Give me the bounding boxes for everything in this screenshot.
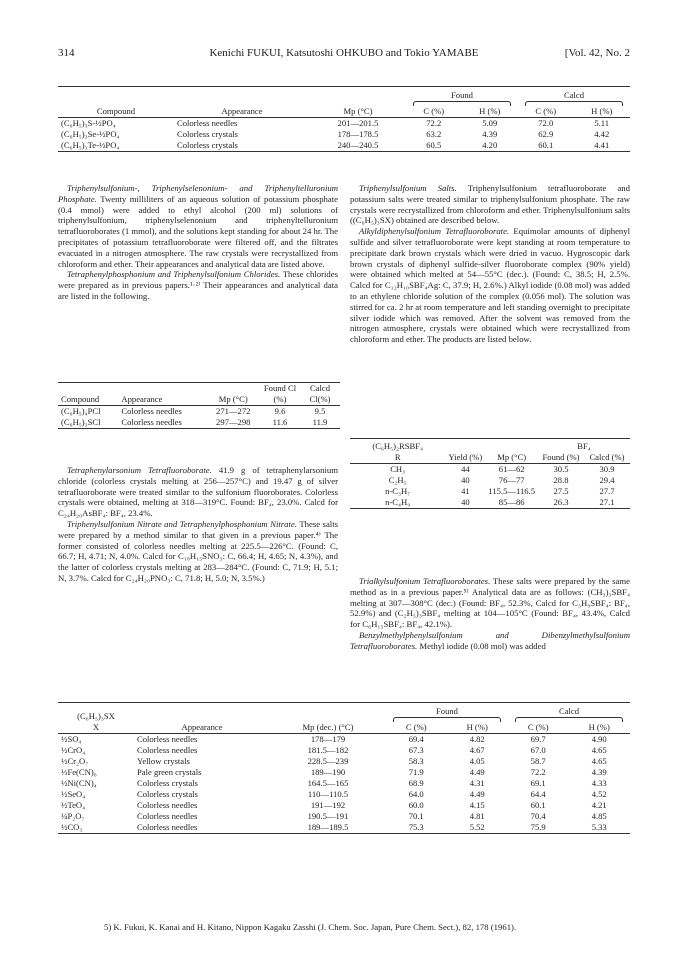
table-row xyxy=(350,497,630,509)
table-cell: ½CO₃ xyxy=(61,822,83,832)
table-cell: 70.1 xyxy=(408,811,424,821)
table-cell: 27.1 xyxy=(599,497,615,507)
table-cell: 4.39 xyxy=(591,767,607,777)
table-cell: Colorless crystals xyxy=(177,140,238,150)
table-header: Calcd xyxy=(563,90,585,100)
table-header: Mp (dec.) (°C) xyxy=(302,722,354,732)
section-heading: Tetraphenylarsonium Tetrafluoroborate. xyxy=(67,465,212,475)
table-cell: ¼P₂O₇ xyxy=(61,811,85,821)
table-cell: ½SeO₄ xyxy=(61,789,86,799)
table-cell: 69.1 xyxy=(530,778,546,788)
table-cell: 30.5 xyxy=(553,464,569,474)
table-cell: 64.4 xyxy=(530,789,546,799)
table-header: Found Cl (%) xyxy=(263,383,297,404)
table-header: H (%) xyxy=(466,722,488,732)
table-header: C (%) xyxy=(423,106,445,116)
table-header: Appearance xyxy=(221,106,263,116)
table-cell: 40 xyxy=(461,475,470,485)
table-row xyxy=(58,789,630,800)
paragraph-text: 41.9 g of tetraphenylarsonium chloride (colorless crystals melting at 256—257°C) and 19.47 g of silver tetrafluoroborate were treated similar to the sulfonium fluoroborates. Colorless crystals were obtained, melting at 318—319°C. Found: BF₄, 23.0%. Calcd for C₂₄H₂₀AsBF₄: BF₄, 23.4%. xyxy=(58,465,338,519)
table-cell: 4.65 xyxy=(591,745,607,755)
table-cell: 4.20 xyxy=(482,140,498,150)
table-cell: 191—192 xyxy=(310,800,346,810)
table-row xyxy=(58,778,630,789)
table-cell: 4.65 xyxy=(591,756,607,766)
table-cell: 4.49 xyxy=(469,789,485,799)
table-cell: 61—62 xyxy=(498,464,525,474)
table-cell: 72.0 xyxy=(538,118,554,128)
table-cell: 62.9 xyxy=(538,129,554,139)
table-row xyxy=(58,406,340,418)
table-cell: n-C₄H₉ xyxy=(385,497,411,507)
table-row xyxy=(58,811,630,822)
table-cell: (C₆H₅)₃S-½PO₄ xyxy=(61,118,116,128)
table-cell: 41 xyxy=(461,486,470,496)
table-cell: 69.4 xyxy=(408,734,424,744)
left-column xyxy=(58,183,338,302)
table-header: Mp (°C) xyxy=(218,394,248,404)
table-cell: 72.2 xyxy=(530,767,546,777)
table-header: (C₆H₅)₃SX xyxy=(77,711,115,721)
table-cell: 271—272 xyxy=(216,406,251,416)
table-cell: Colorless needles xyxy=(177,118,238,128)
table-cell: 228.5—239 xyxy=(307,756,349,766)
table-cell: (C₆H₅)₃Se-½PO₄ xyxy=(61,129,120,139)
left-column-lower xyxy=(58,465,338,584)
table-cell: Pale green crystals xyxy=(137,767,202,777)
table-header: C (%) xyxy=(535,106,557,116)
paragraph-text: Triphenylsulfonium tetrafluoroborate and potassium salts were treated similar to triphenylsulfonium phosphate. The raw crystals were recrystallized from chloroform and ether. Triphenylsulfonium salts ((C₆H₅)₃SX) obtained are described below. xyxy=(350,183,630,226)
table-cell: 4.42 xyxy=(594,129,610,139)
table-cell: 4.85 xyxy=(591,811,607,821)
table-header: Found (%) xyxy=(542,452,580,462)
paragraph-text: Methyl iodide (0.08 mol) was added xyxy=(419,640,546,651)
table-header: X xyxy=(92,722,100,732)
table-cell: 4.31 xyxy=(469,778,485,788)
table-cell: Colorless needles xyxy=(137,734,198,744)
table-cell: 85—86 xyxy=(498,497,525,507)
table-cell: 164.5—165 xyxy=(307,778,349,788)
table-cell: 4.81 xyxy=(469,811,485,821)
table-header: Calcd Cl(%) xyxy=(309,383,331,404)
table-cell: 4.39 xyxy=(482,129,498,139)
table-cell: 4.05 xyxy=(469,756,485,766)
table-cell: 58.3 xyxy=(408,756,424,766)
table-cell: 297—298 xyxy=(216,417,251,427)
table-cell: 4.21 xyxy=(591,800,607,810)
section-heading: Alkyldiphenylsulfonium Tetrafluoroborate. xyxy=(359,226,510,237)
table-cell: 4.33 xyxy=(591,778,607,788)
table-header: H (%) xyxy=(591,106,613,116)
table-cell: Colorless crystals xyxy=(137,789,198,799)
table-cell: 68.9 xyxy=(408,778,424,788)
table-row xyxy=(58,140,630,152)
running-header xyxy=(58,47,630,61)
table-header: H (%) xyxy=(479,106,501,116)
table-row xyxy=(58,118,630,130)
paragraph-text: These salts were prepared by a method similar to that given in a previous paper.⁴⁾ The former consisted of colorless needles melting at 225.5—226°C. (Found: C, 66.7; H, 4.71; N, 4.0%. Calcd for C₁₈H₁₅SNO₃: C, 66.4; H, 4.65; N, 4.3%), and the latter of colorless crystals melting at 283—284°C. (Found: C, 71.9; H, 5.1; N, 3.7%. Calcd for C₂₄H₂₀PNO₃: C, 71.8; H, 5.0; N, 3.5%.) xyxy=(58,518,339,583)
table-header: Compound xyxy=(96,106,136,116)
table-cell: 64.0 xyxy=(408,789,424,799)
table-header: Appearance xyxy=(121,394,163,404)
table-cell: 11.6 xyxy=(272,417,288,427)
table-header: H (%) xyxy=(588,722,610,732)
table-cell: 5.52 xyxy=(469,822,485,832)
section-heading: Triphenylsulfonium-, Triphenylselenonium- and Triphenyltelluronium Phosphate. xyxy=(58,183,338,204)
table-cell: 63.2 xyxy=(426,129,442,139)
paragraph-text: These salts were prepared by the same method as in a previous paper.⁵⁾ Analytical data are as follows: (CH₃)₃SBF₄ melting at 307—308°C (dec.) (Found: BF₄, 52.3%, Calcd for C₃H₉SBF₄: BF₄, 52.9%) and (C₂H₅)₃SBF₄ melting at 104—105°C (Found: BF₄, 43.4%, Calcd for C₆H₁₅SBF₄: BF₄, 42.1%). xyxy=(350,576,631,630)
table-cell: 27.7 xyxy=(599,486,615,496)
table-header: Mp (°C) xyxy=(497,452,527,462)
table-cell: ⅓Fe(CN)₆ xyxy=(61,767,97,777)
table-cell: Yellow crystals xyxy=(137,756,190,766)
table-sulfonium-salts xyxy=(58,702,630,834)
right-column xyxy=(350,183,630,345)
table-cell: ½Ni(CN)₄ xyxy=(61,778,97,788)
table-cell: 27.5 xyxy=(553,486,569,496)
table-cell: Colorless needles xyxy=(137,811,198,821)
table-header: (C₆H₅)₂RSBF₄ xyxy=(372,441,424,451)
table-cell: 178—178.5 xyxy=(337,129,379,139)
table-cell: 75.3 xyxy=(408,822,424,832)
footnote: 5) K. Fukui, K. Kanai and H. Kitano, Nippon Kagaku Zasshi (J. Chem. Soc. Japan, Pure Chem. Sect.), 82, 178 (1961). xyxy=(104,922,517,932)
table-cell: Colorless needles xyxy=(137,745,198,755)
table-cell: (C₆H₅)₄PCl xyxy=(61,406,101,416)
table-cell: 5.11 xyxy=(594,118,610,128)
table-cell: 75.9 xyxy=(530,822,546,832)
page-number: 314 xyxy=(58,47,75,59)
section-heading: Triphenylsulfonium Nitrate and Tetraphenylphosphonium Nitrate. xyxy=(67,518,297,529)
table-header: Calcd xyxy=(558,706,580,716)
table-header: C (%) xyxy=(527,722,549,732)
table-cell: ½TeO₄ xyxy=(61,800,86,810)
table-cell: 4.49 xyxy=(469,767,485,777)
table-cell: 178—179 xyxy=(310,734,346,744)
table-cell: Colorless crystals xyxy=(137,778,198,788)
table-header: Calcd (%) xyxy=(589,452,625,462)
section-heading: Trialkylsulfonium Tetrafluoroborates. xyxy=(359,576,491,586)
table-header: Found xyxy=(436,706,458,716)
table-cell: 58.7 xyxy=(530,756,546,766)
table-cell: 240—240.5 xyxy=(337,140,379,150)
table-cell: (C₆H₅)₃SCl xyxy=(61,417,101,427)
table-cell: 11.9 xyxy=(312,417,328,427)
table-cell: 72.2 xyxy=(426,118,442,128)
table-cell: 29.4 xyxy=(599,475,615,485)
table-cell: 76—77 xyxy=(498,475,525,485)
table-cell: Colorless needles xyxy=(137,822,198,832)
table-cell: 4.67 xyxy=(469,745,485,755)
table-cell: 4.15 xyxy=(469,800,485,810)
table-row xyxy=(350,475,630,486)
table-cell: 67.3 xyxy=(408,745,424,755)
table-row xyxy=(58,734,630,746)
table-row xyxy=(58,756,630,767)
table-cell: 189—189.5 xyxy=(307,822,349,832)
table-cell: 5.33 xyxy=(591,822,607,832)
table-cell: 71.9 xyxy=(408,767,424,777)
table-row xyxy=(58,800,630,811)
section-heading: Benzylmethylphenylsulfonium and Dibenzylmethylsulfonium Tetrafluoroborates. xyxy=(350,629,630,651)
table-alkyldiphenyl xyxy=(350,438,630,509)
table-row xyxy=(58,767,630,778)
table-cell: 60.1 xyxy=(538,140,554,150)
table-cell: 181.5—182 xyxy=(307,745,349,755)
table-chlorides xyxy=(58,382,340,429)
table-cell: CH₃ xyxy=(390,464,406,474)
table-cell: ½SO₄ xyxy=(61,734,82,744)
paragraph-text: These chlorides were prepared as in previous papers.¹·²⁾ Their appearances and analytical data are listed in the following. xyxy=(58,269,338,301)
table-cell: 30.9 xyxy=(599,464,615,474)
section-heading: Tetraphenylphosphonium and Triphenylsulfonium Chlorides. xyxy=(67,269,281,280)
table-cell: 69.7 xyxy=(530,734,546,744)
table-cell: Colorless needles xyxy=(121,417,182,427)
table-cell: 9.5 xyxy=(314,406,326,416)
table-row xyxy=(58,417,340,429)
table-cell: 110—110.5 xyxy=(307,789,349,799)
table-cell: 115.5—116.5 xyxy=(488,486,535,496)
paragraph-text: Equimolar amounts of diphenyl sulfide and silver tetrafluoroborate were kept standing at room temperature to precipitate dark brown crystals which were dried in vacuo. Hygroscopic dark brown crystals of diphenyl sulfide-silver fluoroborate complex (90% yield) were obtained which melted at 54—55°C (dec.). (Found: C, 38.5; H, 2.5%. Calcd for C₁₂H₁₀SBF₄Ag: C, 37.9; H, 2.6%.) Alkyl iodide (0.08 mol) was added to an ethylene chloride solution of the complex (0.056 mol). The solution was stirred for ca. 2 hr at room temperature and left standing overnight to precipitate silver iodide which was removed. After the solvent was removed from the nitrogen atmosphere, crystals were obtained which were recrystallized from chloroform and ether. The products are listed below. xyxy=(350,226,631,345)
table-row xyxy=(58,745,630,756)
table-cell: 190.5—191 xyxy=(307,811,349,821)
table-cell: 201—201.5 xyxy=(337,118,379,128)
table-cell: 9.6 xyxy=(274,406,286,416)
table-header: Yield (%) xyxy=(448,452,483,462)
table-phosphates xyxy=(58,86,630,152)
table-cell: 4.52 xyxy=(591,789,607,799)
table-cell: 40 xyxy=(461,497,470,507)
table-cell: 26.3 xyxy=(553,497,569,507)
table-header: Appearance xyxy=(181,722,223,732)
table-header: C (%) xyxy=(405,722,427,732)
table-cell: ½CrO₄ xyxy=(61,745,86,755)
table-header: Compound xyxy=(61,394,100,404)
table-cell: 4.90 xyxy=(591,734,607,744)
table-cell: Colorless crystals xyxy=(177,129,238,139)
table-cell: ½Cr₂O₇ xyxy=(61,756,89,766)
table-cell: 189—190 xyxy=(310,767,346,777)
table-cell: 60.5 xyxy=(426,140,442,150)
paragraph-text: Twenty milliliters of an aqueous solution of potassium phosphate (0.4 mmol) were added to ethyl alcohol (200 ml) solutions of triphenylsulfonium, triphenylselenonium and triphenyltelluronium tetrafluoroborates (1 mmol), and the solutions kept standing for about 24 hr. The precipitates of potassium tetrafluoroborate were filtered off, and the filtrates evacuated in a nitrogen atmosphere. The raw crystals were recrystallized from chloroform and ether. Their appearances and analytical data are listed above. xyxy=(58,193,339,269)
table-cell: n-C₃H₇ xyxy=(385,486,411,496)
volume-info: [Vol. 42, No. 2 xyxy=(564,47,630,59)
table-row xyxy=(58,822,630,834)
table-cell: 67.0 xyxy=(530,745,546,755)
table-header: R xyxy=(394,452,401,462)
table-cell: (C₆H₅)₃Te-½PO₄ xyxy=(61,140,120,150)
table-cell: 60.1 xyxy=(530,800,546,810)
table-cell: Colorless needles xyxy=(137,800,198,810)
table-header: Mp (°C) xyxy=(343,106,373,116)
table-header: Found xyxy=(451,90,473,100)
table-cell: 44 xyxy=(461,464,470,474)
table-cell: 4.41 xyxy=(594,140,610,150)
table-cell: 5.09 xyxy=(482,118,498,128)
right-column-lower xyxy=(350,576,630,652)
table-row xyxy=(58,129,630,140)
table-row xyxy=(350,464,630,476)
table-cell: Colorless needles xyxy=(121,406,182,416)
table-header: BF₄ xyxy=(577,441,591,451)
table-cell: 4.82 xyxy=(469,734,485,744)
section-heading: Triphenylsulfonium Salts. xyxy=(359,183,457,193)
table-row xyxy=(350,486,630,497)
table-cell: 70.4 xyxy=(530,811,546,821)
running-authors: Kenichi FUKUI, Katsutoshi OHKUBO and Tokio YAMABE xyxy=(209,47,479,59)
table-cell: 60.0 xyxy=(408,800,424,810)
table-cell: 28.8 xyxy=(553,475,569,485)
table-cell: C₂H₅ xyxy=(388,475,407,485)
